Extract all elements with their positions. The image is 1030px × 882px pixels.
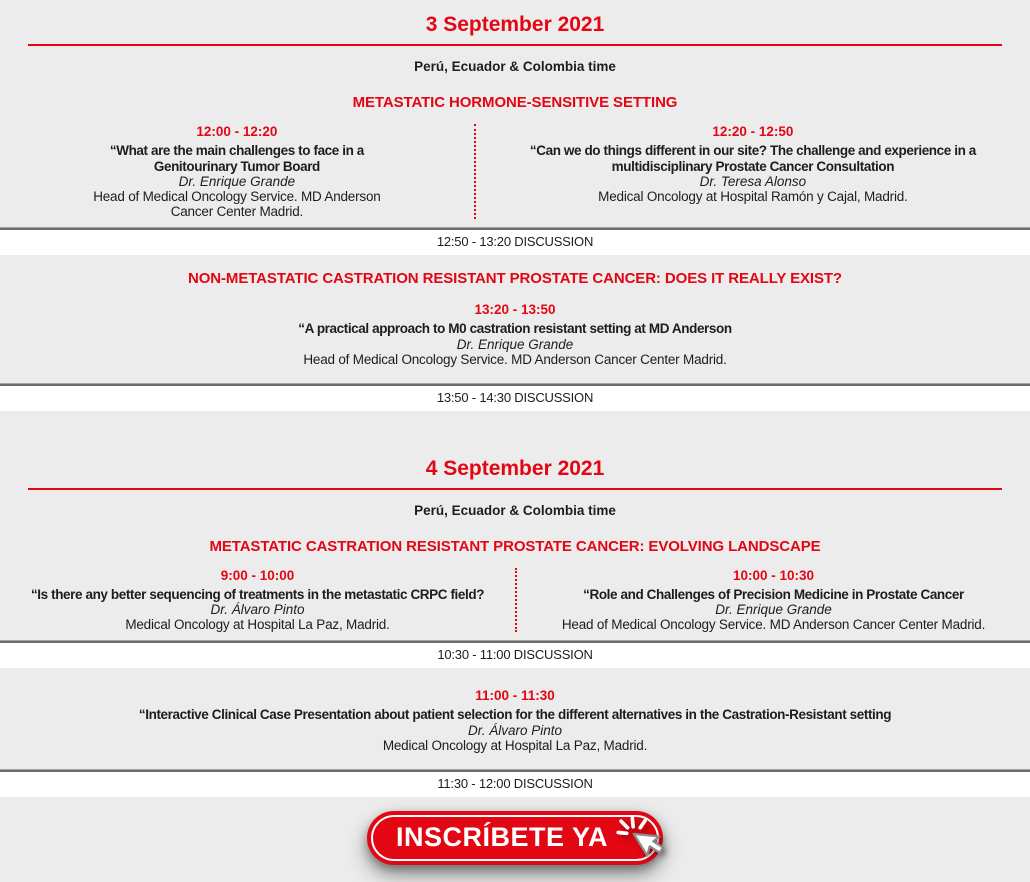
day2-title: 4 September 2021 [425,456,605,480]
session-time: 13:20 - 13:50 [474,302,556,317]
session-block [0,568,515,633]
talk-title: “What are the main challenges to face in a Genitourinary Tumor Board [109,143,364,174]
day1-sessions-row [0,124,1030,219]
day2-timezone-label: Perú, Ecuador & Colombia time [414,502,616,518]
talk-title: “A practical approach to M0 castration resistant setting at MD Anderson [298,321,732,336]
day1-section1-title: METASTATIC HORMONE-SENSITIVE SETTING [352,94,678,111]
session-time: 9:00 - 10:00 [220,567,295,583]
speaker-affiliation: Head of Medical Oncology Service. MD Anderson Cancer Center Madrid. [561,617,986,632]
talk-title: “Role and Challenges of Precision Medicine in Prostate Cancer [583,586,964,602]
speaker-affiliation: Head of Medical Oncology Service. MD Anderson Cancer Center Madrid. [303,351,727,367]
speaker-name: Dr. Álvaro Pinto [467,722,563,738]
speaker-affiliation: Medical Oncology at Hospital La Paz, Madrid. [382,737,648,753]
red-divider-line [28,488,1002,490]
speaker-affiliation: Medical Oncology at Hospital La Paz, Madrid. [125,617,390,632]
speaker-affiliation: Head of Medical Oncology Service. MD Anderson Cancer Center Madrid. [93,189,381,219]
day1-title: 3 September 2021 [425,13,605,36]
discussion-bar: 11:30 - 12:00 DISCUSSION [0,769,1030,797]
discussion-bar: 13:50 - 14:30 DISCUSSION [0,383,1030,411]
speaker-affiliation: Medical Oncology at Hospital Ramón y Cajal, Madrid. [598,189,908,204]
speaker-name: Dr. Enrique Grande [715,602,832,617]
session-time: 10:00 - 10:30 [732,567,815,583]
register-button-label: INSCRÍBETE YA [395,822,609,852]
cta-row [0,811,1030,865]
session-time: 12:20 - 12:50 [712,124,794,139]
speaker-name: Dr. Teresa Alonso [699,174,807,189]
day1-section2-title: NON-METASTATIC CASTRATION RESISTANT PROSTATE CANCER: DOES IT REALLY EXIST? [188,270,842,287]
red-divider-line [28,44,1002,46]
session-time: 12:00 - 12:20 [196,124,278,139]
discussion-bar: 12:50 - 13:20 DISCUSSION [0,227,1030,255]
talk-title: “Is there any better sequencing of treatments in the metastatic CRPC field? [30,586,485,602]
session-block [0,302,1030,367]
day1-timezone-label: Perú, Ecuador & Colombia time [414,59,616,74]
discussion-bar: 10:30 - 11:00 DISCUSSION [0,640,1030,668]
speaker-name: Dr. Álvaro Pinto [210,602,305,617]
speaker-name: Dr. Enrique Grande [178,174,296,189]
talk-title: “Can we do things different in our site? The challenge and experience in a multidisciplinary Prostate Cancer Consultation [529,143,976,174]
session-block [515,568,1030,633]
speaker-name: Dr. Enrique Grande [456,336,574,352]
day2-sessions-row [0,568,1030,633]
session-block [0,124,474,219]
session-block [474,124,1030,219]
session-time: 11:00 - 11:30 [475,688,555,703]
session-block [0,688,1030,753]
day2-section1-title: METASTATIC CASTRATION RESISTANT PROSTATE CANCER: EVOLVING LANDSCAPE [209,537,821,555]
register-button[interactable] [367,811,663,865]
talk-title: “Interactive Clinical Case Presentation about patient selection for the different alternatives in the Castration-Resistant setting [138,707,892,722]
